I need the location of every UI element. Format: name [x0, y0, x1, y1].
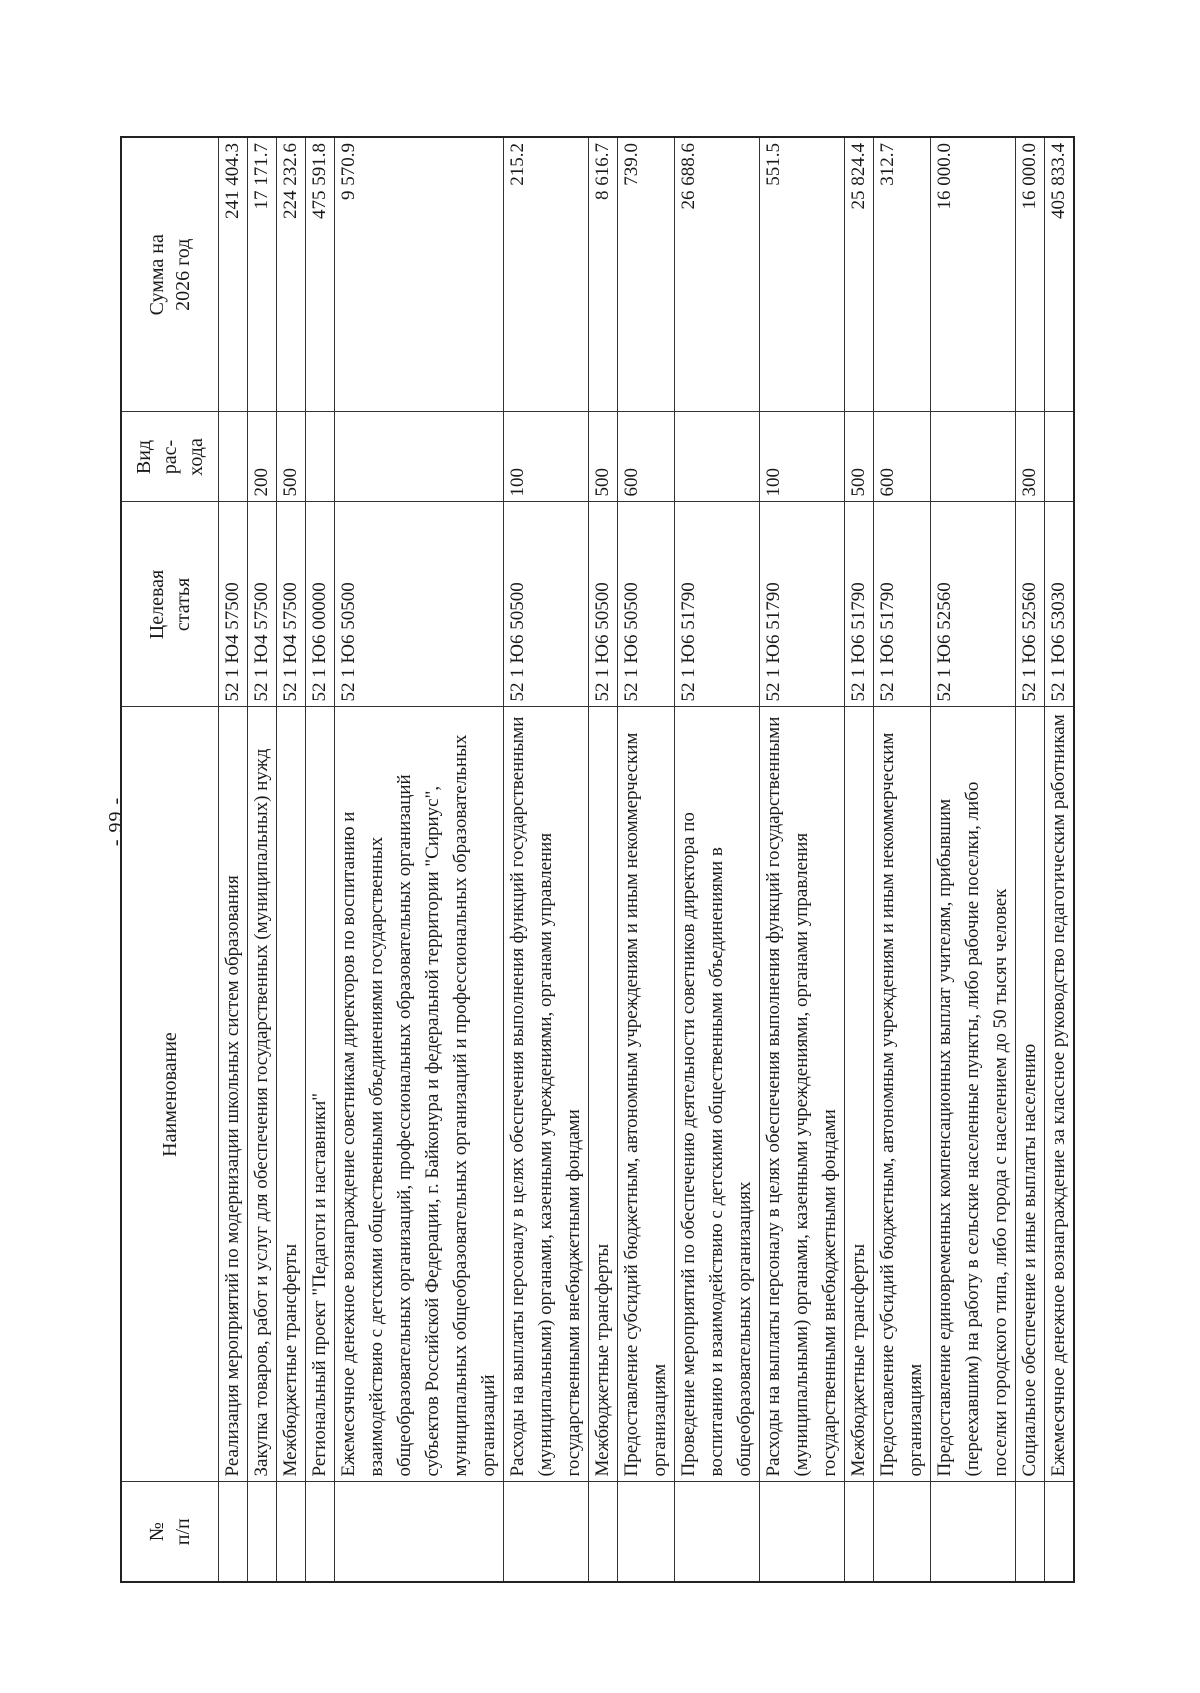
row-number — [618, 1482, 675, 1582]
row-sum: 739.0 — [618, 137, 675, 412]
row-sum: 215.2 — [504, 137, 589, 412]
row-target-article: 52 1 Ю6 50500 — [335, 502, 504, 707]
row-number — [504, 1482, 589, 1582]
row-number — [845, 1482, 874, 1582]
row-name: Реализация мероприятий по модернизации школьных систем образования — [219, 707, 248, 1482]
row-target-article: 52 1 Ю6 52560 — [931, 502, 1016, 707]
row-sum: 16 000.0 — [931, 137, 1016, 412]
row-sum: 17 171.7 — [248, 137, 277, 412]
row-target-article: 52 1 Ю4 57500 — [219, 502, 248, 707]
row-expense-type: 100 — [760, 412, 845, 502]
table-row — [1045, 137, 1075, 1582]
row-target-article: 52 1 Ю6 50500 — [504, 502, 589, 707]
row-name: Социальное обеспечение и иные выплаты населению — [1016, 707, 1045, 1482]
row-sum: 224 232.6 — [277, 137, 306, 412]
row-name: Проведение мероприятий по обеспечению деятельности советников директора по воспитанию и взаимодействию с детскими общественными объединениями в общеобразовательных организациях — [675, 707, 760, 1482]
row-target-article: 52 1 Ю6 51790 — [874, 502, 931, 707]
header-expense-type: Вид рас- хода — [121, 412, 219, 502]
row-target-article: 52 1 Ю6 53030 — [1045, 502, 1075, 707]
header-sum-2026: Сумма на 2026 год — [121, 137, 219, 412]
row-number — [335, 1482, 504, 1582]
row-expense-type — [675, 412, 760, 502]
table-row — [248, 137, 277, 1582]
row-number — [675, 1482, 760, 1582]
row-expense-type: 600 — [618, 412, 675, 502]
row-expense-type: 500 — [845, 412, 874, 502]
row-number — [931, 1482, 1016, 1582]
row-number — [219, 1482, 248, 1582]
row-target-article: 52 1 Ю4 57500 — [277, 502, 306, 707]
table-row — [618, 137, 675, 1582]
row-sum: 25 824.4 — [845, 137, 874, 412]
header-number: № п/п — [121, 1482, 219, 1582]
table-row — [504, 137, 589, 1582]
row-target-article: 52 1 Ю6 51790 — [675, 502, 760, 707]
page-number: - 99 - — [105, 796, 128, 847]
row-number — [1016, 1482, 1045, 1582]
row-target-article: 52 1 Ю6 50500 — [589, 502, 618, 707]
table-row — [874, 137, 931, 1582]
row-expense-type — [1045, 412, 1075, 502]
row-expense-type — [219, 412, 248, 502]
table-header-row — [121, 137, 219, 1582]
row-name: Межбюджетные трансферты — [277, 707, 306, 1482]
row-sum: 312.7 — [874, 137, 931, 412]
budget-table — [120, 136, 1075, 1583]
row-sum: 241 404.3 — [219, 137, 248, 412]
table-row — [845, 137, 874, 1582]
row-name: Межбюджетные трансферты — [589, 707, 618, 1482]
row-name: Закупка товаров, работ и услуг для обеспечения государственных (муниципальных) нужд — [248, 707, 277, 1482]
row-expense-type — [306, 412, 335, 502]
row-target-article: 52 1 Ю6 51790 — [845, 502, 874, 707]
row-expense-type — [335, 412, 504, 502]
row-expense-type: 100 — [504, 412, 589, 502]
row-expense-type: 500 — [589, 412, 618, 502]
row-number — [248, 1482, 277, 1582]
row-number — [589, 1482, 618, 1582]
table-row — [760, 137, 845, 1582]
table-row — [675, 137, 760, 1582]
row-target-article: 52 1 Ю6 51790 — [760, 502, 845, 707]
row-name: Расходы на выплаты персоналу в целях обеспечения выполнения функций государственными (муниципальными) органами, казенными учреждениями, органами управления государственными внебюджетными фондами — [504, 707, 589, 1482]
row-name: Ежемесячное денежное вознаграждение за классное руководство педагогическим работникам — [1045, 707, 1075, 1482]
row-sum: 551.5 — [760, 137, 845, 412]
row-expense-type: 300 — [1016, 412, 1045, 502]
row-expense-type: 500 — [277, 412, 306, 502]
row-number — [760, 1482, 845, 1582]
row-name: Межбюджетные трансферты — [845, 707, 874, 1482]
header-name: Наименование — [121, 707, 219, 1482]
table-row — [335, 137, 504, 1582]
row-name: Ежемесячное денежное вознаграждение советникам директоров по воспитанию и взаимодействию с детскими общественными объединениями государственных общеобразовательных организаций, профессиональных образовательных организаций субъектов Российской Федерации, г. Байконура и федеральной территории "Сириус", муниципальных общеобразовательных организаций и профессиональных образовательных организаций — [335, 707, 504, 1482]
row-sum: 16 000.0 — [1016, 137, 1045, 412]
row-number — [1045, 1482, 1075, 1582]
row-sum: 405 833.4 — [1045, 137, 1075, 412]
header-target-article: Целевая статья — [121, 502, 219, 707]
row-sum: 26 688.6 — [675, 137, 760, 412]
row-expense-type: 600 — [874, 412, 931, 502]
row-expense-type: 200 — [248, 412, 277, 502]
rotated-page-content — [120, 138, 1070, 1583]
row-target-article: 52 1 Ю6 52560 — [1016, 502, 1045, 707]
row-sum: 9 570.9 — [335, 137, 504, 412]
table-row — [931, 137, 1016, 1582]
row-name: Расходы на выплаты персоналу в целях обеспечения выполнения функций государственными (муниципальными) органами, казенными учреждениями, органами управления государственными внебюджетными фондами — [760, 707, 845, 1482]
table-row — [277, 137, 306, 1582]
row-name: Предоставление единовременных компенсационных выплат учителям, прибывшим (переехавшим) на работу в сельские населенные пункты, либо рабочие поселки, либо поселки городского типа, либо города с населением до 50 тысяч человек — [931, 707, 1016, 1482]
row-number — [306, 1482, 335, 1582]
row-name: Предоставление субсидий бюджетным, автономным учреждениям и иным некоммерческим организациям — [618, 707, 675, 1482]
row-expense-type — [931, 412, 1016, 502]
row-target-article: 52 1 Ю6 50500 — [618, 502, 675, 707]
row-number — [874, 1482, 931, 1582]
row-sum: 8 616.7 — [589, 137, 618, 412]
table-row — [1016, 137, 1045, 1582]
table-row — [219, 137, 248, 1582]
row-target-article: 52 1 Ю6 00000 — [306, 502, 335, 707]
row-number — [277, 1482, 306, 1582]
row-name: Региональный проект "Педагоги и наставники" — [306, 707, 335, 1482]
row-name: Предоставление субсидий бюджетным, автономным учреждениям и иным некоммерческим организациям — [874, 707, 931, 1482]
row-sum: 475 591.8 — [306, 137, 335, 412]
table-row — [306, 137, 335, 1582]
row-target-article: 52 1 Ю4 57500 — [248, 502, 277, 707]
table-row — [589, 137, 618, 1582]
